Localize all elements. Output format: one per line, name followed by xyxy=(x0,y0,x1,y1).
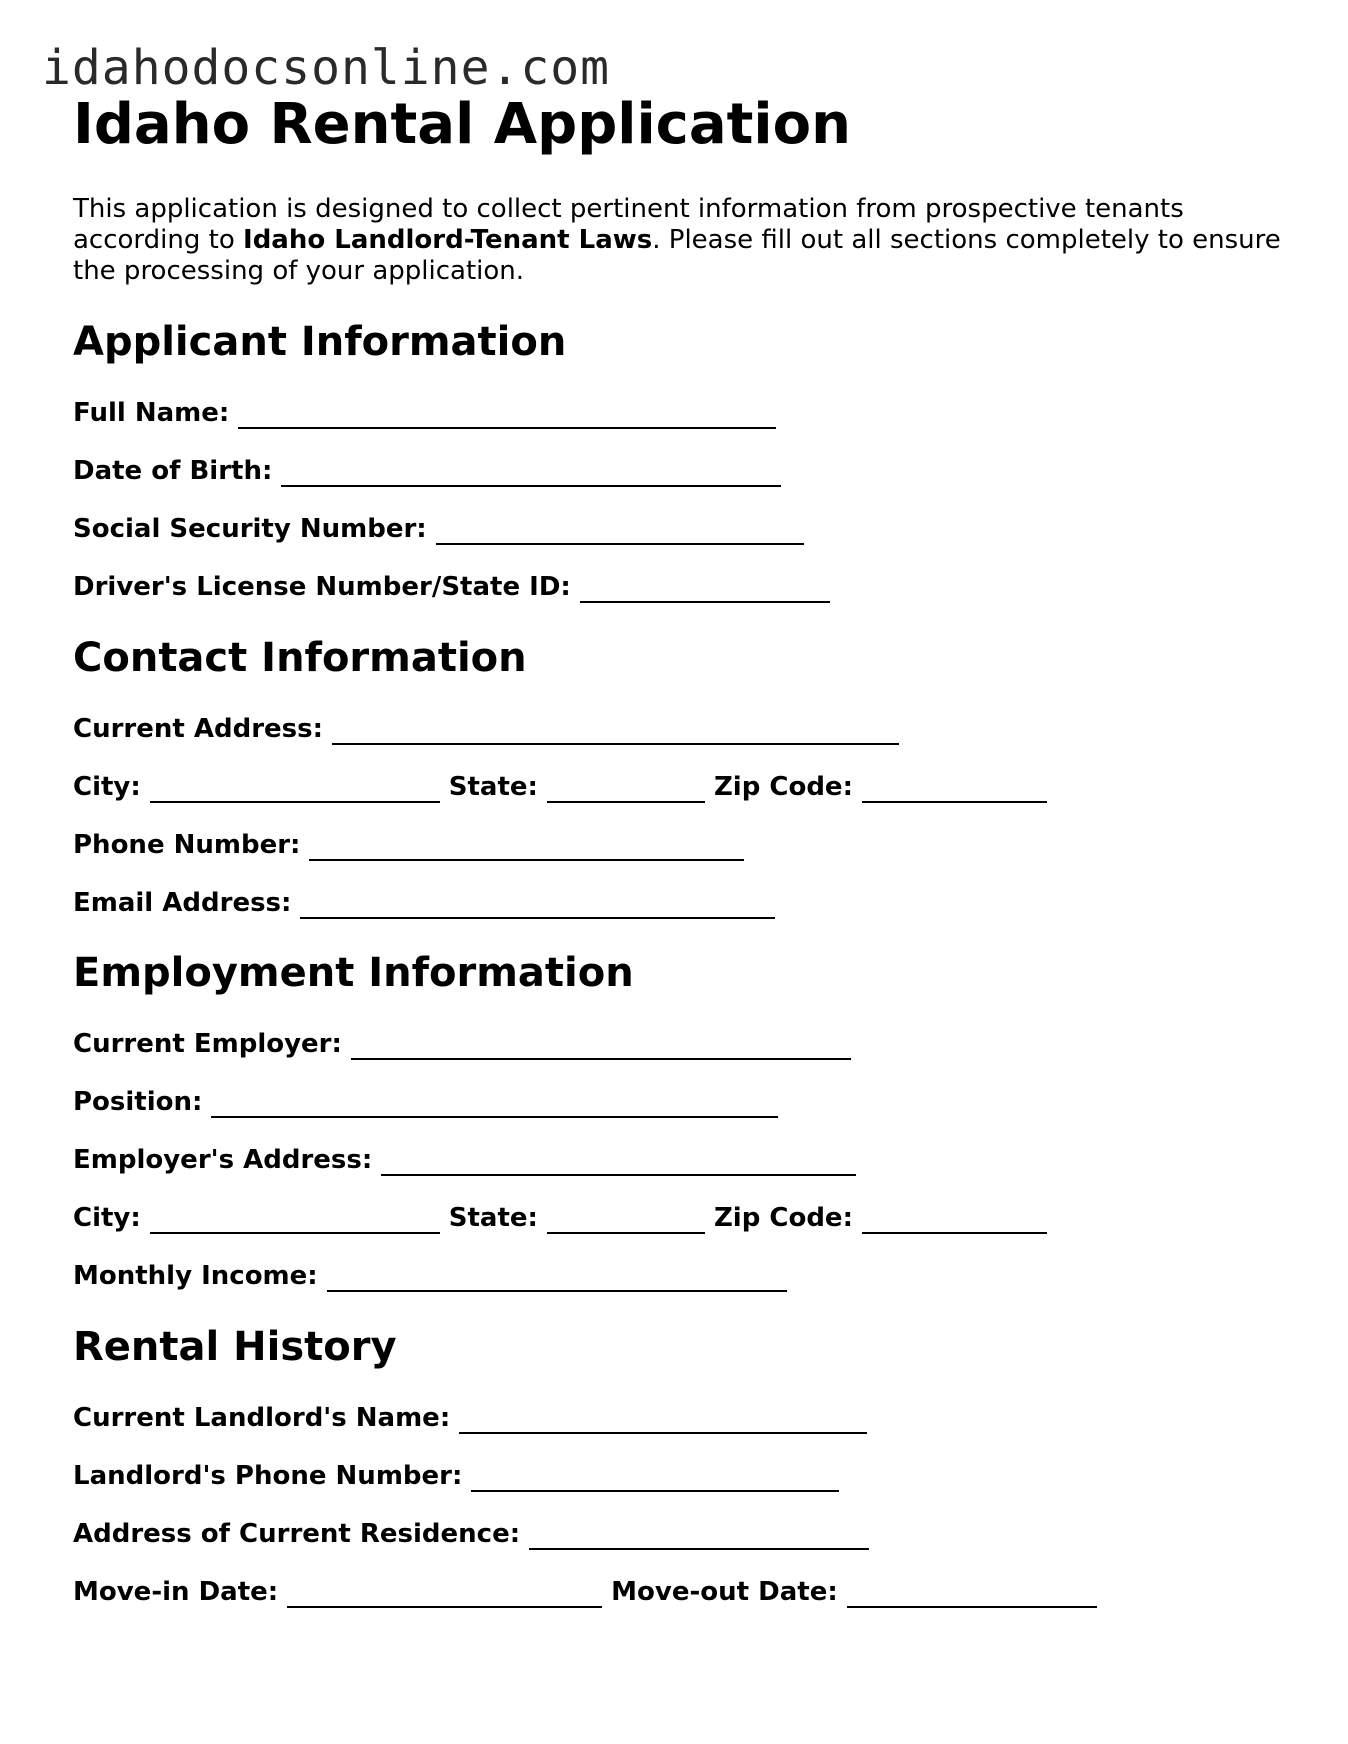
contact-city-field[interactable] xyxy=(150,771,440,803)
employer-label: Current Employer: xyxy=(73,1029,342,1059)
phone-label: Phone Number: xyxy=(73,830,301,860)
license-row xyxy=(73,571,830,603)
ssn-row xyxy=(73,513,804,545)
email-row xyxy=(73,887,775,919)
current-address-row xyxy=(73,713,899,745)
landlord-phone-row xyxy=(73,1460,839,1492)
position-label: Position: xyxy=(73,1087,203,1117)
current-address-field[interactable] xyxy=(332,713,899,745)
employment-zip-label: Zip Code: xyxy=(713,1203,853,1233)
ssn-field[interactable] xyxy=(436,513,804,545)
section-heading-rental: Rental History xyxy=(73,1324,397,1370)
intro-paragraph xyxy=(73,194,1303,287)
employment-state-label: State: xyxy=(448,1203,538,1233)
intro-law-reference: Idaho Landlord-Tenant Laws xyxy=(243,225,653,255)
employment-state-field[interactable] xyxy=(547,1202,705,1234)
employment-city-state-zip-row xyxy=(73,1202,1047,1234)
move-dates-row xyxy=(73,1576,1097,1608)
section-heading-applicant: Applicant Information xyxy=(73,319,567,365)
landlord-name-field[interactable] xyxy=(459,1402,867,1434)
contact-city-label: City: xyxy=(73,772,141,802)
site-watermark: idahodocsonline.com xyxy=(42,40,611,96)
landlord-name-row xyxy=(73,1402,867,1434)
employer-address-row xyxy=(73,1144,856,1176)
residence-address-field[interactable] xyxy=(529,1518,869,1550)
full-name-label: Full Name: xyxy=(73,398,230,428)
residence-address-row xyxy=(73,1518,869,1550)
employer-field[interactable] xyxy=(351,1028,851,1060)
date-of-birth-field[interactable] xyxy=(281,455,781,487)
landlord-phone-label: Landlord's Phone Number: xyxy=(73,1461,463,1491)
landlord-name-label: Current Landlord's Name: xyxy=(73,1403,451,1433)
employment-city-field[interactable] xyxy=(150,1202,440,1234)
landlord-phone-field[interactable] xyxy=(471,1460,839,1492)
move-in-label: Move-in Date: xyxy=(73,1577,279,1607)
contact-city-state-zip-row xyxy=(73,771,1047,803)
phone-field[interactable] xyxy=(309,829,744,861)
section-heading-contact: Contact Information xyxy=(73,635,527,681)
contact-zip-field[interactable] xyxy=(862,771,1047,803)
intro-text-start: This application is designed to collect pertinent information from prospective tenants according to xyxy=(73,194,1184,255)
employment-zip-field[interactable] xyxy=(862,1202,1047,1234)
monthly-income-row xyxy=(73,1260,787,1292)
license-field[interactable] xyxy=(580,571,830,603)
contact-state-label: State: xyxy=(448,772,538,802)
ssn-label: Social Security Number: xyxy=(73,514,427,544)
move-in-field[interactable] xyxy=(287,1576,602,1608)
employment-city-label: City: xyxy=(73,1203,141,1233)
page-title: Idaho Rental Application xyxy=(73,92,851,157)
date-of-birth-row xyxy=(73,455,781,487)
contact-zip-label: Zip Code: xyxy=(713,772,853,802)
move-out-field[interactable] xyxy=(847,1576,1097,1608)
employer-row xyxy=(73,1028,851,1060)
position-field[interactable] xyxy=(211,1086,778,1118)
monthly-income-label: Monthly Income: xyxy=(73,1261,318,1291)
contact-state-field[interactable] xyxy=(547,771,705,803)
email-field[interactable] xyxy=(300,887,775,919)
section-heading-employment: Employment Information xyxy=(73,950,634,996)
employer-address-label: Employer's Address: xyxy=(73,1145,373,1175)
license-label: Driver's License Number/State ID: xyxy=(73,572,571,602)
phone-row xyxy=(73,829,744,861)
position-row xyxy=(73,1086,778,1118)
current-address-label: Current Address: xyxy=(73,714,324,744)
intro-text-end: . Please fill out all sections completely to ensure the processing of your application. xyxy=(73,225,1281,286)
employer-address-field[interactable] xyxy=(381,1144,856,1176)
full-name-row xyxy=(73,397,776,429)
move-out-label: Move-out Date: xyxy=(611,1577,838,1607)
email-label: Email Address: xyxy=(73,888,292,918)
date-of-birth-label: Date of Birth: xyxy=(73,456,273,486)
residence-address-label: Address of Current Residence: xyxy=(73,1519,521,1549)
monthly-income-field[interactable] xyxy=(327,1260,787,1292)
full-name-field[interactable] xyxy=(238,397,776,429)
